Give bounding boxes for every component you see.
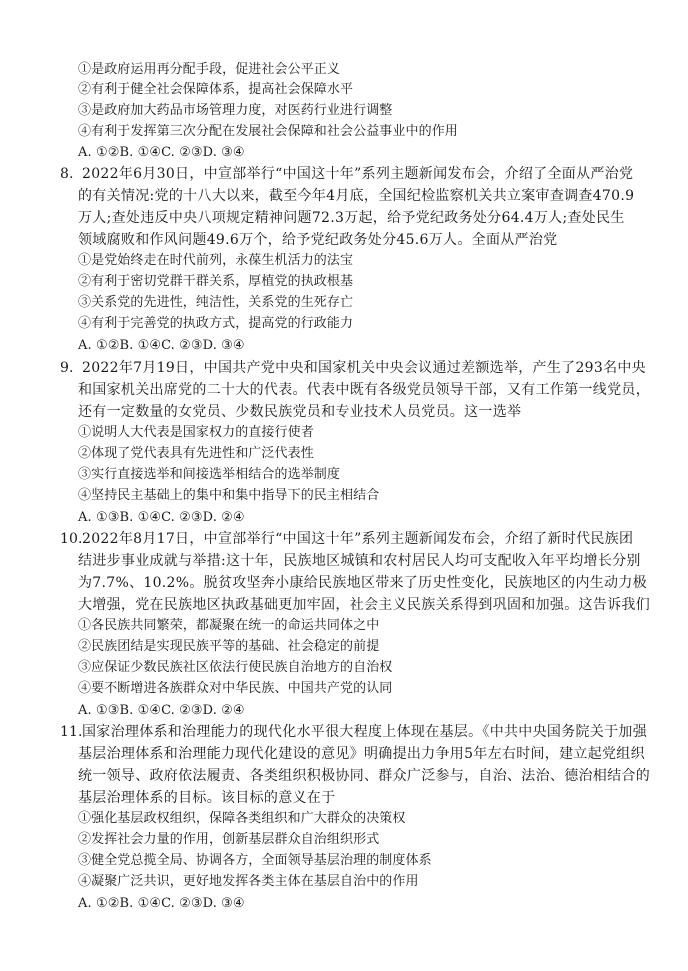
q7-option-1: ①是政府运用再分配手段，促进社会公平正义 bbox=[78, 62, 341, 77]
q8-option-1: ①是党始终走在时代前列，永葆生机活力的法宝 bbox=[78, 253, 354, 268]
q11-option-3: ③健全党总揽全局、协调各方，全面领导基层治理的制度体系 bbox=[78, 853, 432, 868]
q9-stem-line-3: 还有一定数量的女党员、少数民族党员和专业技术人员党员。这一选举 bbox=[78, 404, 522, 420]
q8-option-2: ②有利于密切党群干群关系，厚植党的执政根基 bbox=[78, 274, 354, 289]
q11-stem-line-2: 基层治理体系和治理能力现代化建设的意见》明确提出力争用5年左右时间，建立起党组织 bbox=[78, 746, 645, 762]
q10-answer-choices: A. ①③B. ①④C. ②③D. ②④ bbox=[78, 703, 245, 718]
q11-option-1: ①强化基层政权组织，保障各类组织和广大群众的决策权 bbox=[78, 811, 406, 826]
q10-stem-line-3: 为7.7%、10.2%。脱贫攻坚奔小康给民族地区带来了历史性变化，民族地区的内生动力极 bbox=[78, 575, 647, 591]
q10-stem-line-1: 2022年8月17日，中宣部举行“中国这十年”系列主题新闻发布会，介绍了新时代民族团 bbox=[82, 531, 634, 547]
q8-answer-choices: A. ①②B. ①④C. ②③D. ③④ bbox=[78, 338, 245, 353]
q11-option-2: ②发挥社会力量的作用，创新基层群众自治组织形式 bbox=[78, 832, 380, 847]
q11-option-4: ④凝聚广泛共识，更好地发挥各类主体在基层自治中的作用 bbox=[78, 874, 419, 889]
q9-option-1: ①说明人大代表是国家权力的直接行使者 bbox=[78, 425, 314, 440]
q9-option-4: ④坚持民主基础上的集中和集中指导下的民主相结合 bbox=[78, 488, 380, 503]
q7-option-4: ④有利于发挥第三次分配在发展社会保障和社会公益事业中的作用 bbox=[78, 124, 458, 139]
q8-stem-line-2: 的有关情况:党的十八大以来，截至今年4月底，全国纪检监察机关共立案审查调查470.9 bbox=[78, 188, 635, 204]
q8-option-3: ③关系党的先进性，纯洁性，关系党的生死存亡 bbox=[78, 295, 354, 310]
q10-stem-line-4: 大增强，党在民族地区执政基础更加牢固，社会主义民族关系得到巩固和加强。这告诉我们 bbox=[78, 597, 650, 613]
q10-option-1: ①各民族共同繁荣，都凝聚在统一的命运共同体之中 bbox=[78, 618, 380, 633]
q9-number: 9. bbox=[60, 360, 74, 376]
q8-number: 8. bbox=[60, 166, 74, 182]
q7-option-3: ③是政府加大药品市场管理力度，对医药行业进行调整 bbox=[78, 103, 393, 118]
q11-stem-line-4: 基层治理体系的目标。该目标的意义在于 bbox=[78, 790, 336, 806]
q7-option-2: ②有利于健全社会保障体系，提高社会保障水平 bbox=[78, 82, 354, 97]
q10-option-2: ②民族团结是实现民族平等的基础、社会稳定的前提 bbox=[78, 639, 380, 654]
q10-option-3: ③应保证少数民族社区依法行使民族自治地方的自治权 bbox=[78, 660, 393, 675]
q11-stem-line-3: 统一领导、政府依法履责、各类组织积极协同、群众广泛参与，自治、法治、德治相结合的 bbox=[78, 768, 650, 784]
q11-number: 11. bbox=[60, 724, 83, 740]
q8-stem-line-1: 2022年6月30日，中宣部举行“中国这十年”系列主题新闻发布会，介绍了全面从严治党 bbox=[82, 166, 634, 182]
q8-stem-line-3: 万人;查处违反中央八项规定精神问题72.3万起，给予党纪政务处分64.4万人;查处民生 bbox=[78, 210, 625, 226]
q9-stem-line-2: 和国家机关出席党的二十大的代表。代表中既有各级党员领导干部，又有工作第一线党员， bbox=[78, 382, 650, 398]
q9-stem-line-1: 2022年7月19日，中国共产党中央和国家机关中央会议通过差额选举，产生了293名中央 bbox=[82, 360, 646, 376]
q10-stem-line-2: 结进步事业成就与举措:这十年，民族地区城镇和农村居民人均可支配收入年平均增长分别 bbox=[78, 553, 641, 569]
q8-stem-line-4: 领域腐败和作风问题49.6万个，给予党纪政务处分45.6万人。全面从严治党 bbox=[78, 232, 558, 248]
q8-option-4: ④有利于完善党的执政方式，提高党的行政能力 bbox=[78, 316, 354, 331]
q10-option-4: ④要不断增进各族群众对中华民族、中国共产党的认同 bbox=[78, 681, 393, 696]
q10-number: 10. bbox=[60, 531, 83, 547]
q11-stem-line-1: 国家治理体系和治理能力的现代化水平很大程度上体现在基层。《中共中央国务院关于加强 bbox=[82, 724, 647, 740]
q9-option-3: ③实行直接选举和间接选举相结合的选举制度 bbox=[78, 467, 341, 482]
q11-answer-choices: A. ①②B. ①④C. ②③D. ③④ bbox=[78, 896, 245, 911]
q9-answer-choices: A. ①③B. ①④C. ②③D. ②④ bbox=[78, 510, 245, 525]
q7-answer-choices: A. ①②B. ①④C. ②③D. ③④ bbox=[78, 145, 245, 160]
q9-option-2: ②体现了党代表具有先进性和广泛代表性 bbox=[78, 446, 314, 461]
